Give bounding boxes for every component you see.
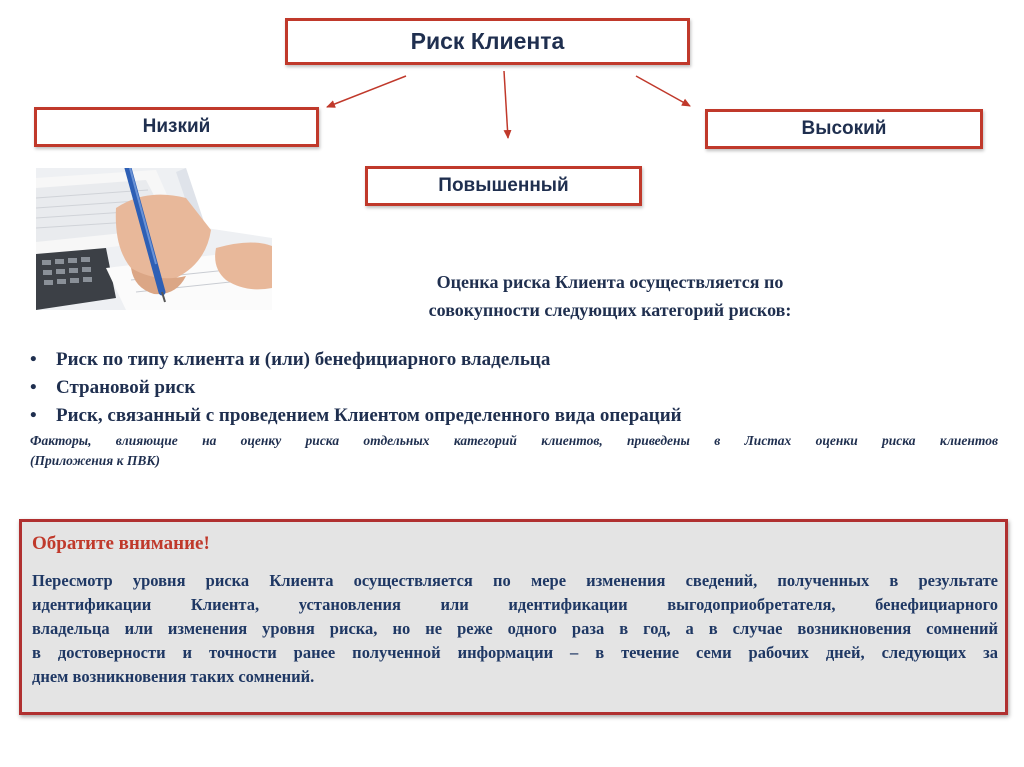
risk-category-list <box>28 346 682 430</box>
factors-note <box>30 431 998 471</box>
list-item <box>28 346 682 374</box>
attention-text <box>32 569 998 689</box>
bullet: • <box>30 349 37 370</box>
writing-hand-photo <box>36 168 272 310</box>
factors-line-2: (Приложения к ПВК) <box>30 453 160 468</box>
attention-box <box>19 519 1008 715</box>
high-risk-box <box>705 109 983 149</box>
bullet: • <box>30 377 37 398</box>
elevated-risk-label: Повышенный <box>438 175 569 196</box>
factors-line-1: Факторы, влияющие на оценку риска отдельных категорий клиентов, приведены в Листах оценки риска клиентов <box>30 433 998 448</box>
risk-title: Риск Клиента <box>410 28 565 54</box>
attention-line: Пересмотр уровня риска Клиента осуществляется по мере изменения сведений, полученных в результате <box>32 571 998 590</box>
risk-item-operations: Риск, связанный с проведением Клиентом определенного вида операций <box>56 405 682 426</box>
high-risk-label: Высокий <box>801 118 887 139</box>
risk-assessment-intro <box>360 268 860 324</box>
arrow-to-elevated <box>504 71 508 138</box>
attention-title: Обратите внимание! <box>32 533 210 554</box>
intro-line-2: совокупности следующих категорий рисков: <box>428 300 792 320</box>
attention-line: в достоверности и точности ранее полученной информации – в течение семи рабочих дней, следующих за <box>32 643 998 662</box>
attention-line: идентификации Клиента, установления или идентификации выгодоприобретателя, бенефициарного <box>32 595 998 614</box>
bullet: • <box>30 405 37 426</box>
intro-line-1: Оценка риска Клиента осуществляется по <box>436 272 784 292</box>
risk-item-country: Страновой риск <box>56 377 196 398</box>
arrow-to-low <box>327 76 406 107</box>
list-item <box>28 374 682 402</box>
low-risk-label: Низкий <box>142 116 211 137</box>
attention-line: владельца или изменения уровня риска, но не реже одного раза в год, а в случае возникновения сомнений <box>32 619 998 638</box>
list-item <box>28 402 682 430</box>
risk-item-client-type: Риск по типу клиента и (или) бенефициарного владельца <box>56 349 551 370</box>
elevated-risk-box <box>365 166 642 206</box>
low-risk-box <box>34 107 319 147</box>
attention-line: днем возникновения таких сомнений. <box>32 667 315 686</box>
arrow-to-high <box>636 76 690 106</box>
